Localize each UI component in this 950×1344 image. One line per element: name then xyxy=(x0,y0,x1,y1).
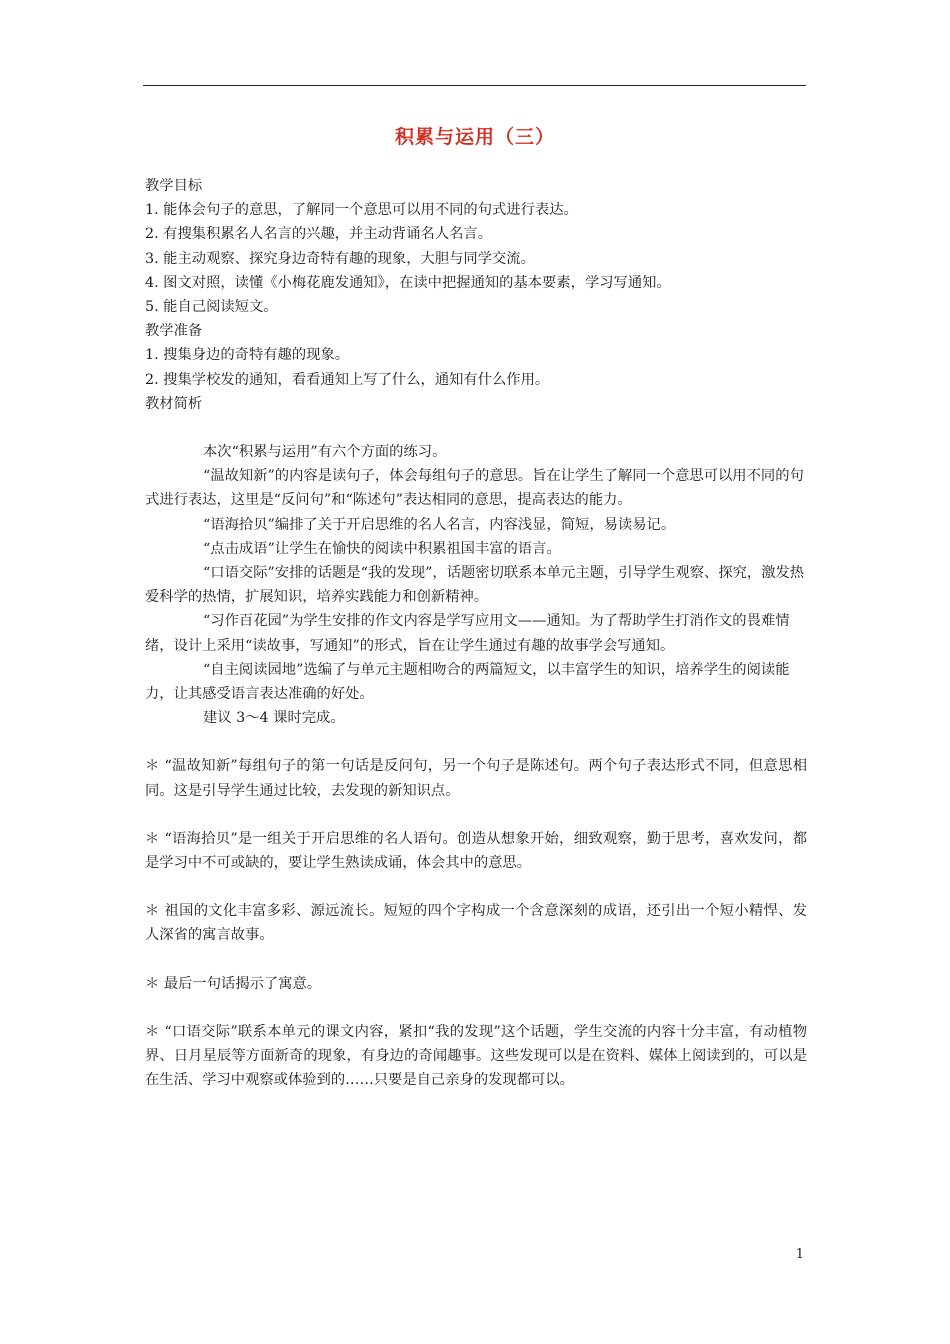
analysis-paragraph: 本次“积累与运用”有六个方面的练习。 xyxy=(203,444,447,461)
spacer xyxy=(145,416,807,440)
goal-item: 3. 能主动观察、探究身边奇特有趣的现象，大胆与同学交流。 xyxy=(145,250,535,267)
spacer xyxy=(145,730,807,754)
note-item: ＊ 最后一句话揭示了寓意。 xyxy=(145,975,322,992)
goal-item: 4. 图文对照，读懂《小梅花鹿发通知》，在读中把握通知的基本要素，学习写通知。 xyxy=(145,274,671,291)
spacer xyxy=(145,875,807,899)
goal-item: 5. 能自己阅读短文。 xyxy=(145,299,278,316)
analysis-paragraph: “习作百花园”为学生安排的作文内容是学写应用文——通知。为了帮助学生打消作文的畏难情绪，设计上采用“读故事，写通知”的形式，旨在让学生通过有趣的故事学会写通知。 xyxy=(145,613,790,654)
note-item: ＊ 祖国的文化丰富多彩、源远流长。短短的四个字构成一个含意深刻的成语，还引出一个短小精悍、发人深省的寓言故事。 xyxy=(145,903,807,944)
analysis-paragraph: “点击成语”让学生在愉快的阅读中积累祖国丰富的语言。 xyxy=(203,540,561,557)
goal-item: 2. 有搜集积累名人名言的兴趣，并主动背诵名人名言。 xyxy=(145,226,493,243)
note-item: ＊ “温故知新”每组句子的第一句话是反问句，另一个句子是陈述句。两个句子表达形式不同，但意思相同。这是引导学生通过比较，去发现的新知识点。 xyxy=(145,758,807,799)
analysis-paragraph: “温故知新”的内容是读句子，体会每组句子的意思。旨在让学生了解同一个意思可以用不同的句式进行表达，这里是“反问句”和“陈述句”表达相同的意思，提高表达的能力。 xyxy=(145,468,804,509)
analysis-paragraph: “语海拾贝”编排了关于开启思维的名人名言，内容浅显，简短，易读易记。 xyxy=(203,516,676,533)
spacer xyxy=(145,803,807,827)
section-heading-goals: 教学目标 xyxy=(145,178,203,194)
notes-section xyxy=(145,730,807,1092)
page-title: 积累与运用（三） xyxy=(394,126,555,148)
section-heading-analysis: 教材简析 xyxy=(145,395,203,412)
note-item: ＊ “口语交际”联系本单元的课文内容，紧扣“我的发现”这个话题，学生交流的内容十分丰富，有动植物界、日月星辰等方面新奇的现象，有身边的奇闻趣事。这些发现可以是在资料、媒体上阅读到的，可以是在生活、学习中观察或体验到的……只要是自己亲身的发现都可以。 xyxy=(145,1023,807,1089)
analysis-paragraph: 建议 3～4 课时完成。 xyxy=(203,710,345,727)
section-heading-prep: 教学准备 xyxy=(145,323,203,340)
prep-item: 2. 搜集学校发的通知，看看通知上写了什么，通知有什么作用。 xyxy=(145,371,550,388)
spacer xyxy=(145,996,807,1020)
prep-item: 1. 搜集身边的奇特有趣的现象。 xyxy=(145,347,350,364)
document-body xyxy=(145,174,807,1093)
header-rule xyxy=(143,85,806,86)
analysis-paragraph: “自主阅读园地”选编了与单元主题相吻合的两篇短文，以丰富学生的知识，培养学生的阅读能力，让其感受语言表达准确的好处。 xyxy=(145,661,790,703)
analysis-paragraph: “口语交际”安排的话题是“我的发现”，话题密切联系本单元主题，引导学生观察、探究，激发热爱科学的热情，扩展知识，培养实践能力和创新精神。 xyxy=(145,565,805,606)
goal-item: 1. 能体会句子的意思，了解同一个意思可以用不同的句式进行表达。 xyxy=(145,202,578,219)
spacer xyxy=(145,948,807,972)
note-item: ＊ “语海拾贝”是一组关于开启思维的名人语句。创造从想象开始，细致观察，勤于思考，喜欢发问，都是学习中不可或缺的，要让学生熟读成诵，体会其中的意思。 xyxy=(145,830,807,872)
page-number: 1 xyxy=(795,1247,804,1262)
